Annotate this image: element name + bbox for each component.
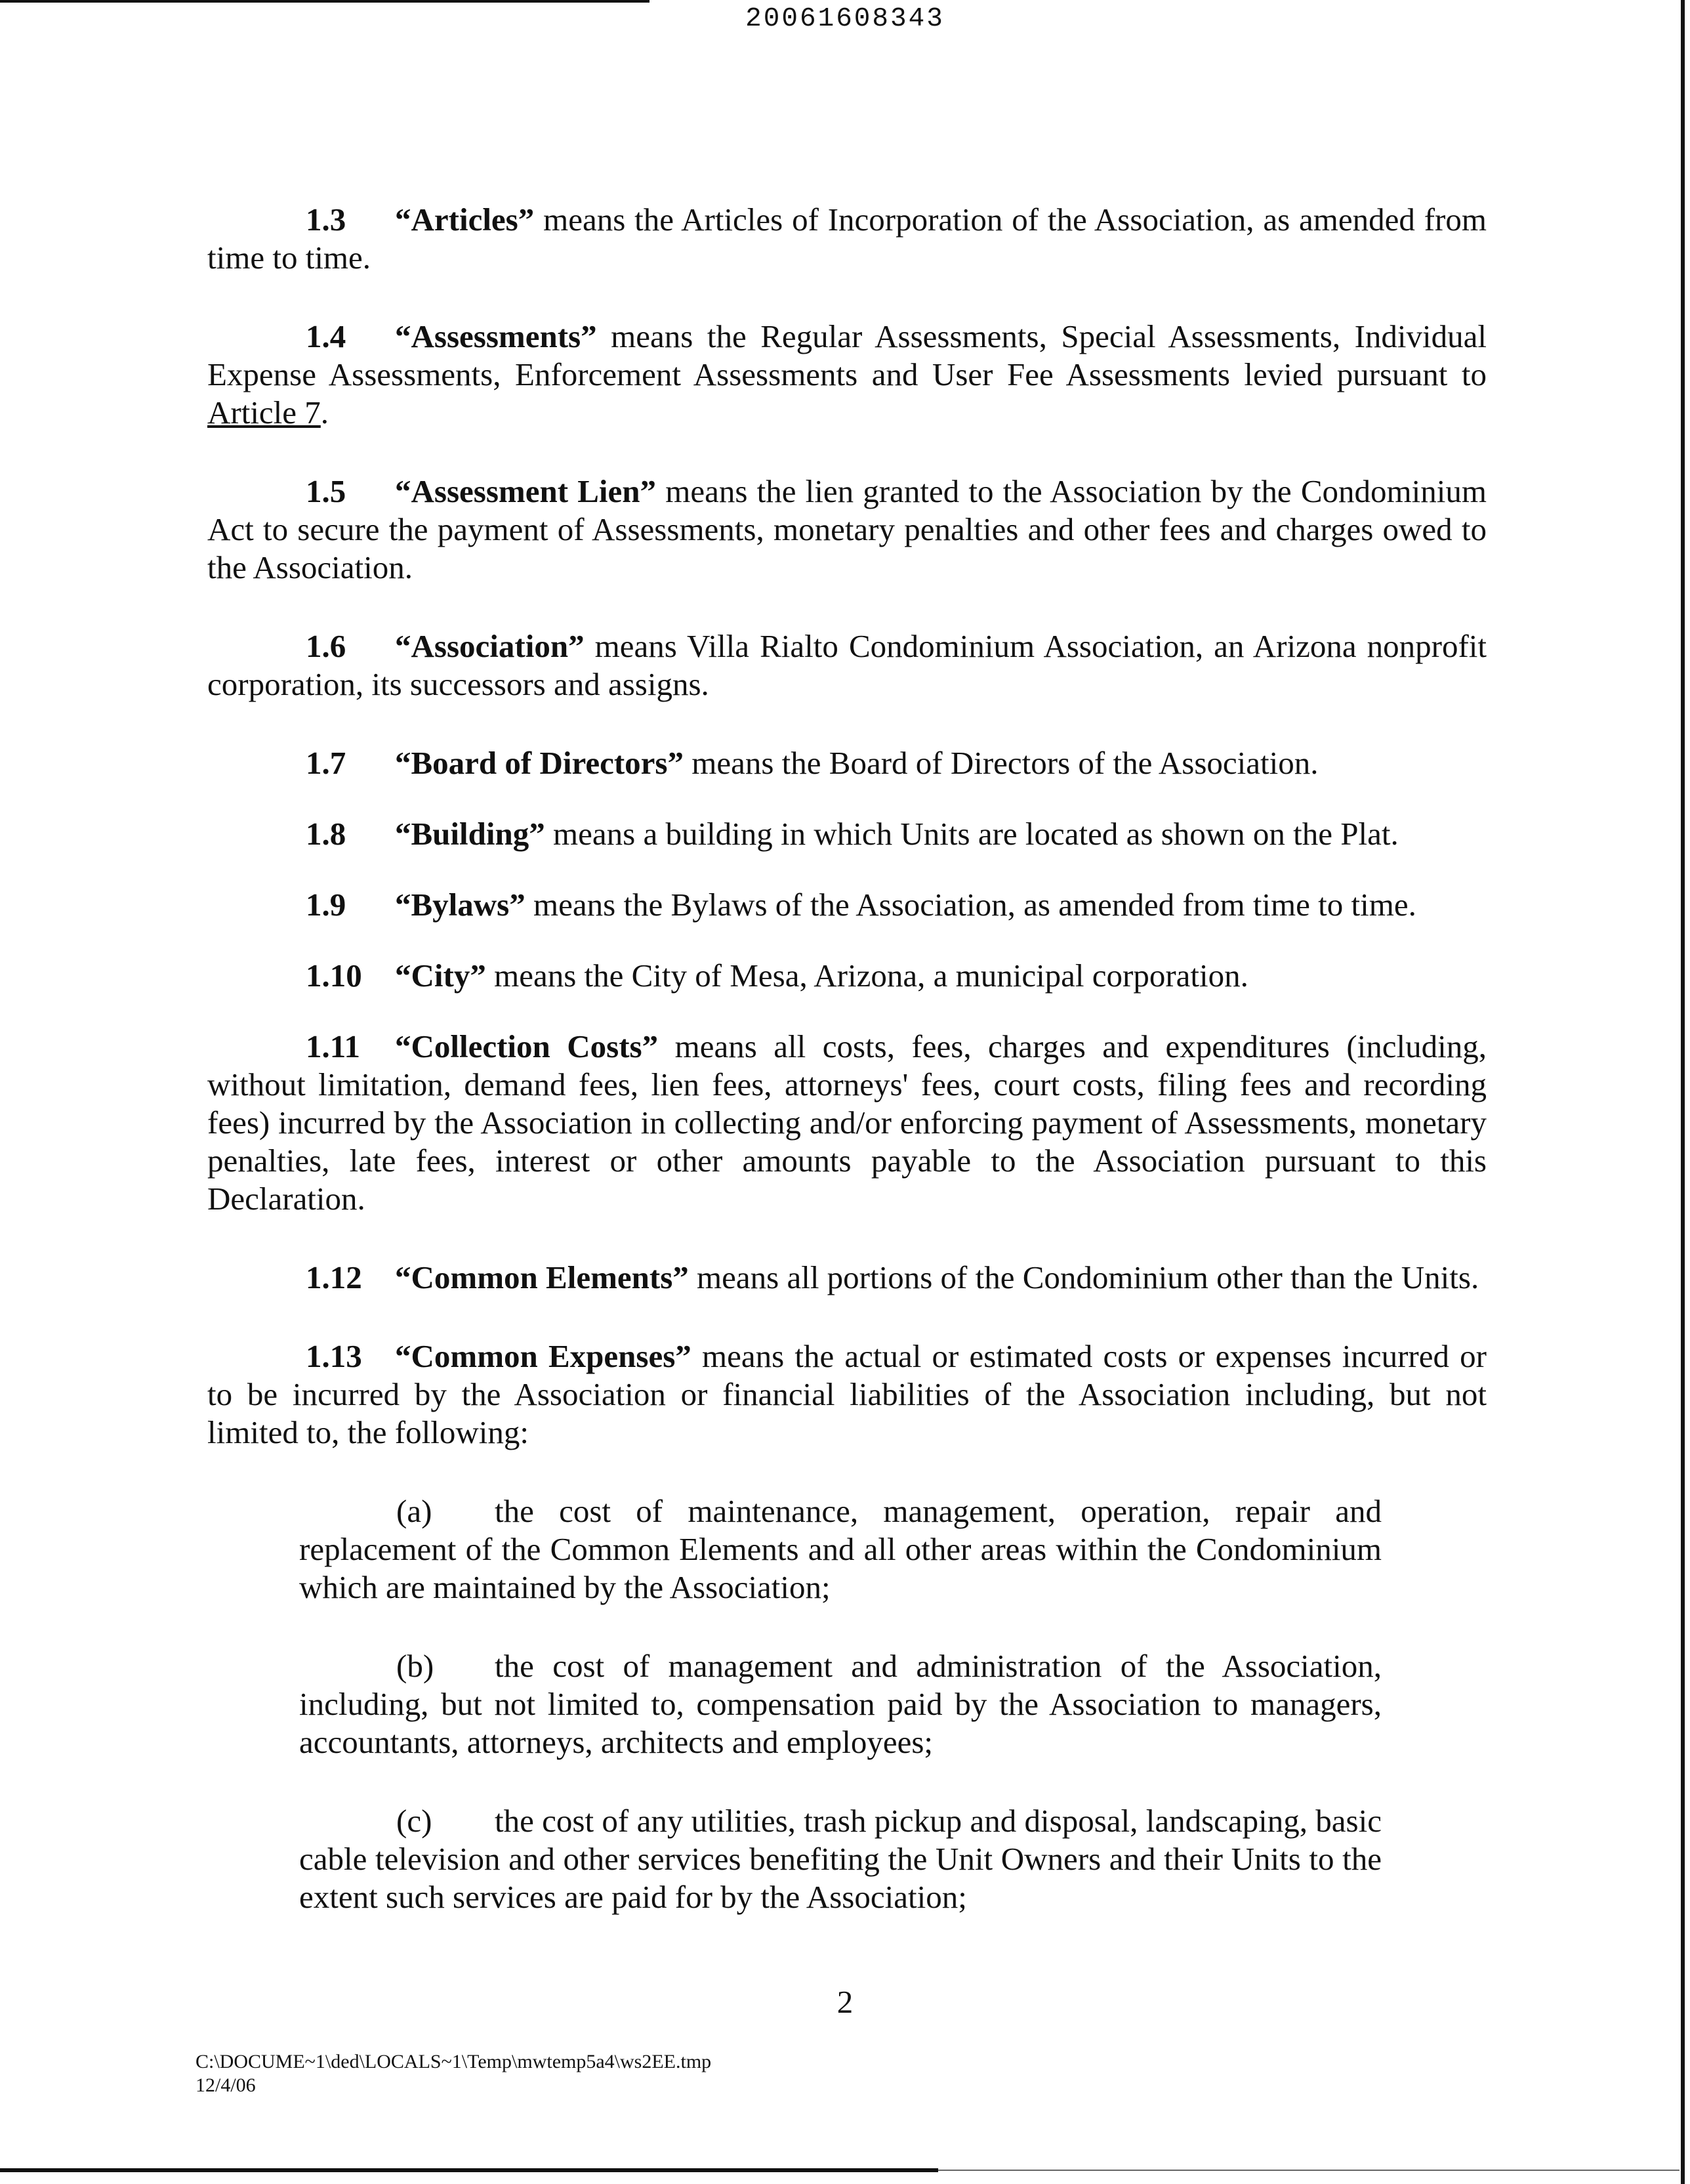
section-number: 1.11 xyxy=(306,1028,361,1064)
defined-term: “Assessment Lien” xyxy=(395,473,657,509)
recording-number: 20061608343 xyxy=(745,4,945,34)
section-number: 1.10 xyxy=(306,957,362,994)
defined-term: “Collection Costs” xyxy=(395,1028,659,1064)
section-number: 1.13 xyxy=(306,1338,362,1374)
definition-text: means the actual or estimated costs or expenses incurred or to be incurred by the Association or financial liabilities of the Association including, but not limited to, the following: xyxy=(207,1338,1487,1450)
defined-term: “City” xyxy=(395,957,486,994)
page-number: 2 xyxy=(836,1984,854,2020)
definition-1-11 xyxy=(207,1028,1487,1218)
file-path: C:\DOCUME~1\ded\LOCALS~1\Temp\mwtemp5a4\ws2EE.tmp xyxy=(196,2051,712,2072)
scan-border-top xyxy=(0,0,649,3)
defined-term: “Association” xyxy=(395,628,585,664)
definition-1-5 xyxy=(207,472,1487,587)
defined-term: “Board of Directors” xyxy=(395,745,684,781)
definition-1-7 xyxy=(207,744,1487,782)
section-number: 1.8 xyxy=(306,816,346,852)
definition-text: means the Bylaws of the Association, as amended from time to time. xyxy=(525,887,1416,923)
definition-1-6 xyxy=(207,627,1487,704)
document-body xyxy=(207,201,1487,1957)
section-number: 1.4 xyxy=(306,318,346,354)
definition-1-13 xyxy=(207,1337,1487,1452)
article-reference-link: Article 7 xyxy=(207,394,321,430)
section-number: 1.9 xyxy=(306,887,346,923)
definition-1-9 xyxy=(207,886,1487,924)
sub-item-a xyxy=(299,1492,1382,1606)
definition-text: means the Board of Directors of the Association. xyxy=(684,745,1319,781)
scan-border-bottom xyxy=(0,2168,938,2172)
section-number: 1.3 xyxy=(306,201,346,238)
sub-item-letter: (a) xyxy=(396,1493,432,1529)
definition-text: means the City of Mesa, Arizona, a municipal corporation. xyxy=(485,957,1248,994)
definition-1-12 xyxy=(207,1259,1487,1297)
print-date: 12/4/06 xyxy=(196,2074,256,2096)
definition-text: means the lien granted to the Association by the Condominium Act to secure the payment of Assessments, monetary penalties and other fees and charges owed to the Association. xyxy=(207,473,1487,585)
scan-border-right xyxy=(1681,0,1685,2184)
defined-term: “Articles” xyxy=(395,201,535,238)
definition-tail: . xyxy=(320,394,329,430)
sub-item-c xyxy=(299,1802,1382,1916)
sub-item-letter: (c) xyxy=(396,1803,432,1839)
sub-item-text: the cost of any utilities, trash pickup and disposal, landscaping, basic cable television and other services benefiting the Unit Owners and their Units to the extent such services are paid for by the Association; xyxy=(299,1803,1382,1915)
definition-text: means all costs, fees, charges and expenditures (including, without limitation, demand fees, lien fees, attorneys' fees, court costs, filing fees and recording fees) incurred by the Association in collecting and/or enforcing payment of Assessments, monetary penalties, late fees, interest or other amounts payable to the Association pursuant to this Declaration. xyxy=(207,1028,1487,1217)
section-number: 1.6 xyxy=(306,628,346,664)
sub-item-b xyxy=(299,1647,1382,1761)
footer-file-info xyxy=(196,2050,711,2097)
definition-text: means all portions of the Condominium other than the Units. xyxy=(688,1259,1479,1295)
definition-text: means the Regular Assessments, Special Assessments, Individual Expense Assessments, Enforcement Assessments and User Fee Assessments levied pursuant to xyxy=(207,318,1487,392)
defined-term: “Common Expenses” xyxy=(395,1338,691,1374)
definition-1-8 xyxy=(207,815,1487,853)
section-number: 1.7 xyxy=(306,745,346,781)
definition-1-10 xyxy=(207,957,1487,995)
sub-item-letter: (b) xyxy=(396,1648,434,1684)
section-number: 1.5 xyxy=(306,473,346,509)
scan-border-bottom-thin xyxy=(938,2170,1680,2171)
sub-item-text: the cost of management and administration of the Association, including, but not limited to, compensation paid by the Association to managers, accountants, attorneys, architects and employees; xyxy=(299,1648,1382,1760)
definition-1-3 xyxy=(207,201,1487,277)
sub-item-text: the cost of maintenance, management, operation, repair and replacement of the Common Elements and all other areas within the Condominium which are maintained by the Association; xyxy=(299,1493,1382,1605)
definition-text: means a building in which Units are located as shown on the Plat. xyxy=(545,816,1399,852)
definition-text: means Villa Rialto Condominium Association, an Arizona nonprofit corporation, its successors and assigns. xyxy=(207,628,1487,702)
definition-text: means the Articles of Incorporation of the Association, as amended from time to time. xyxy=(207,201,1487,276)
section-number: 1.12 xyxy=(306,1259,362,1295)
defined-term: “Bylaws” xyxy=(395,887,526,923)
defined-term: “Building” xyxy=(395,816,545,852)
definition-1-4 xyxy=(207,318,1487,432)
defined-term: “Common Elements” xyxy=(395,1259,689,1295)
defined-term: “Assessments” xyxy=(395,318,597,354)
